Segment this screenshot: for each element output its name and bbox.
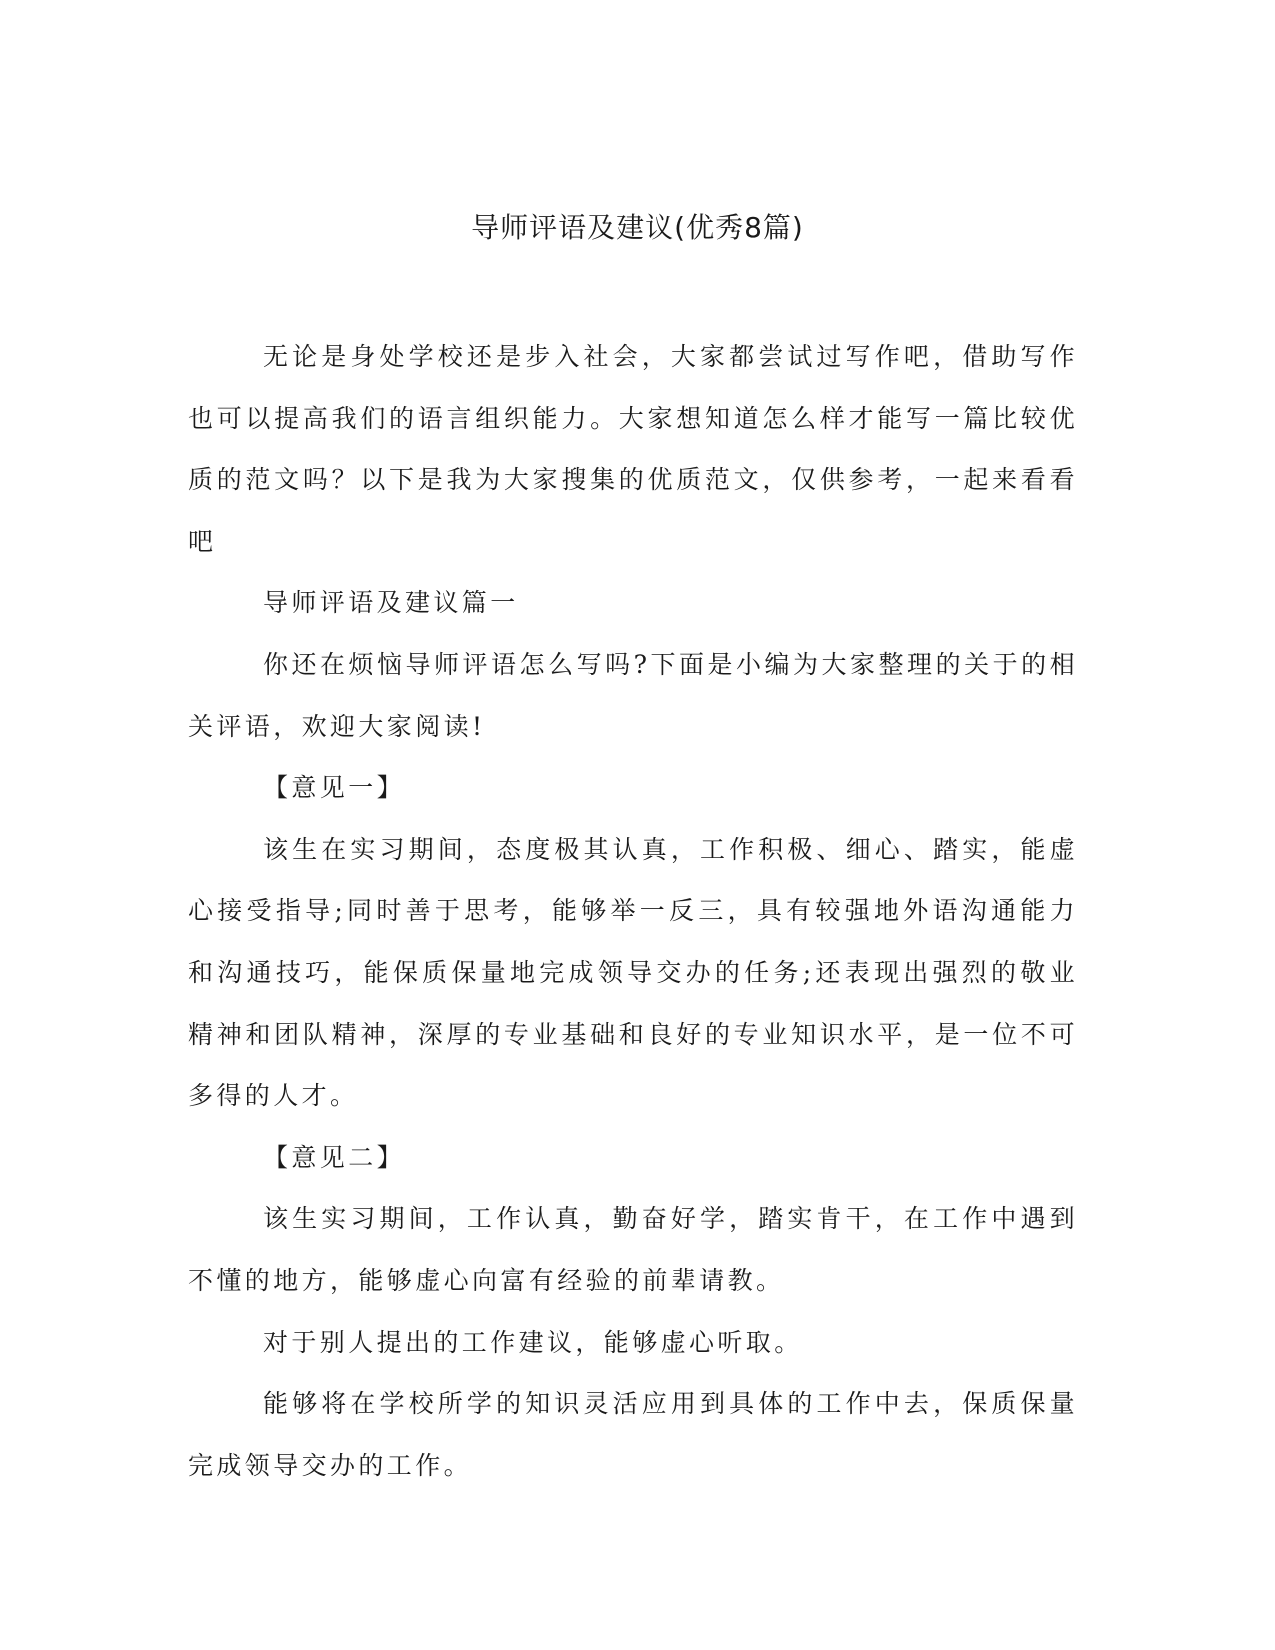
opinion-heading-1: 【意见一】 — [263, 773, 406, 803]
opinion-heading-2: 【意见二】 — [263, 1142, 406, 1172]
paragraph: 该生在实习期间，态度极其认真，工作积极、细心、踏实，能虚心接受指导;同时善于思考，能够举一反三，具有较强地外语沟通能力和沟通技巧，能保质保量地完成领导交办的任务;还表现出强烈的敬业精神和团队精神，深厚的专业基础和良好的专业知识水平，是一位不可多得的人才。 — [188, 834, 1078, 1111]
paragraph: 对于别人提出的工作建议，能够虚心听取。 — [263, 1327, 803, 1357]
document-body — [188, 326, 1078, 1496]
intro-paragraph: 无论是身处学校还是步入社会，大家都尝试过写作吧，借助写作也可以提高我们的语言组织能力。大家想知道怎么样才能写一篇比较优质的范文吗？以下是我为大家搜集的优质范文，仅供参考，一起来看看吧 — [188, 342, 1078, 556]
paragraph: 能够将在学校所学的知识灵活应用到具体的工作中去，保质保量完成领导交办的工作。 — [188, 1389, 1078, 1480]
paragraph: 该生实习期间，工作认真，勤奋好学，踏实肯干，在工作中遇到不懂的地方，能够虚心向富有经验的前辈请教。 — [188, 1204, 1078, 1295]
paragraph: 你还在烦恼导师评语怎么写吗?下面是小编为大家整理的关于的相关评语，欢迎大家阅读! — [188, 649, 1078, 741]
section-heading-1: 导师评语及建议篇一 — [263, 588, 519, 618]
document-title: 导师评语及建议(优秀8篇) — [471, 211, 804, 244]
